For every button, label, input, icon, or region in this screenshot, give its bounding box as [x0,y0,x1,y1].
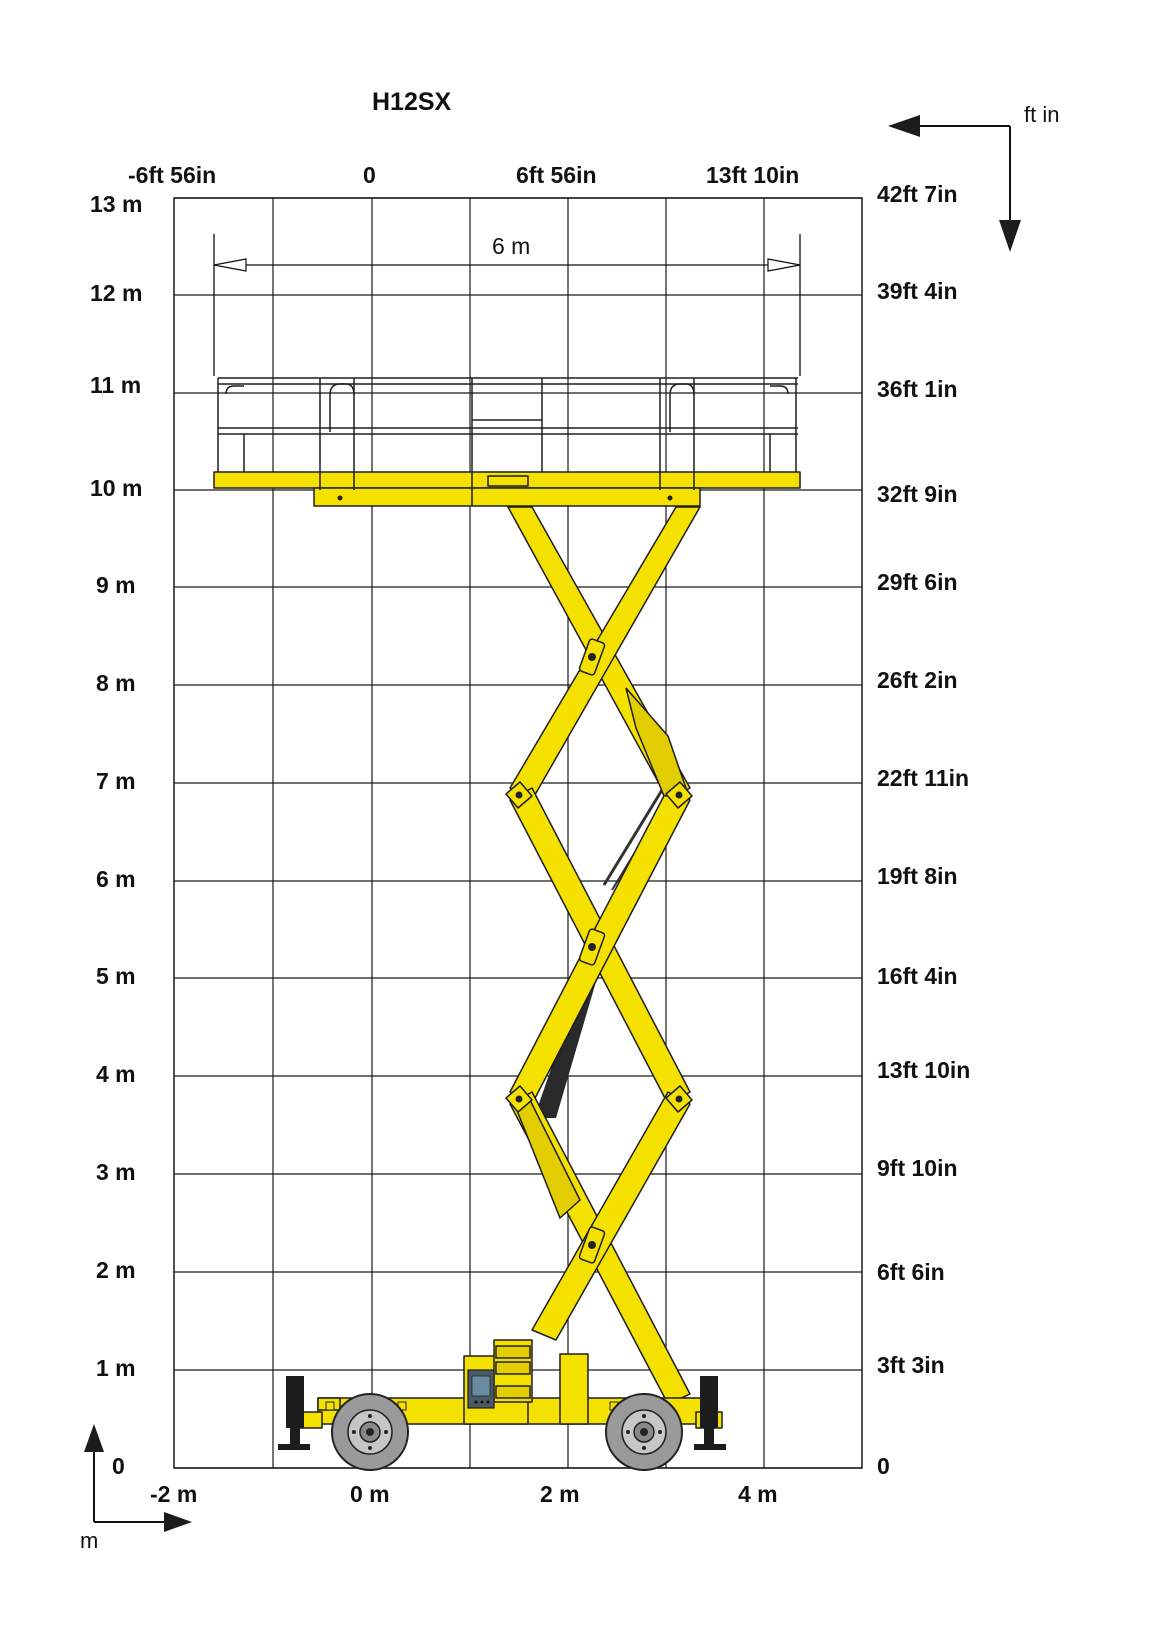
left-axis-label: 0 [112,1453,125,1479]
grid-frame [174,198,862,1468]
top-axis-label: 0 [363,162,376,188]
top-axis [128,162,799,188]
left-axis [90,191,142,1479]
left-axis-label: 11 m [90,372,142,398]
right-axis-label: 39ft 4in [877,278,958,304]
left-axis-label: 3 m [96,1159,136,1185]
right-axis-label: 42ft 7in [877,181,958,207]
right-axis-label: 29ft 6in [877,569,958,595]
left-axis-label: 10 m [90,475,143,501]
right-axis-label: 3ft 3in [877,1352,945,1378]
top-axis-label: 13ft 10in [706,162,800,188]
left-axis-label: 8 m [96,670,136,696]
bottom-axis-label: 4 m [738,1481,778,1507]
scissor-arms [508,507,700,1404]
bottom-axis [150,1481,778,1507]
left-axis-label: 12 m [90,280,143,306]
right-axis-label: 9ft 10in [877,1155,958,1181]
right-axis [877,181,970,1479]
unit-ft-in: ft in [1024,102,1060,127]
right-axis-label: 36ft 1in [877,376,958,402]
right-axis-label: 13ft 10in [877,1057,971,1083]
right-axis-label: 32ft 9in [877,481,958,507]
left-axis-label: 6 m [96,866,136,892]
left-axis-label: 9 m [96,572,136,598]
left-axis-label: 4 m [96,1061,136,1087]
right-axis-label: 19ft 8in [877,863,958,889]
left-axis-label: 5 m [96,963,136,989]
platform-length-dimension [214,233,800,376]
bottom-axis-label: -2 m [150,1481,198,1507]
right-axis-label: 0 [877,1453,890,1479]
front-wheel-icon [332,1394,408,1470]
left-axis-label: 7 m [96,768,136,794]
scissor-lift-machine [214,378,800,1470]
right-axis-label: 26ft 2in [877,667,958,693]
right-axis-label: 16ft 4in [877,963,958,989]
right-axis-label: 6ft 6in [877,1259,945,1285]
bottom-axis-label: 2 m [540,1481,580,1507]
work-platform [214,378,800,506]
top-axis-label: -6ft 56in [128,162,217,188]
grid [174,198,862,1468]
unit-m: m [80,1528,99,1553]
diagram-title: H12SX [372,88,452,116]
top-axis-label: 6ft 56in [516,162,597,188]
ft-in-direction-arrows [888,102,1059,252]
left-axis-label: 1 m [96,1355,136,1381]
left-axis-label: 13 m [90,191,143,217]
left-axis-label: 2 m [96,1257,136,1283]
rear-wheel-icon [606,1394,682,1470]
dimension-label: 6 m [492,233,531,259]
right-axis-label: 22ft 11in [877,765,970,791]
bottom-axis-label: 0 m [350,1481,390,1507]
